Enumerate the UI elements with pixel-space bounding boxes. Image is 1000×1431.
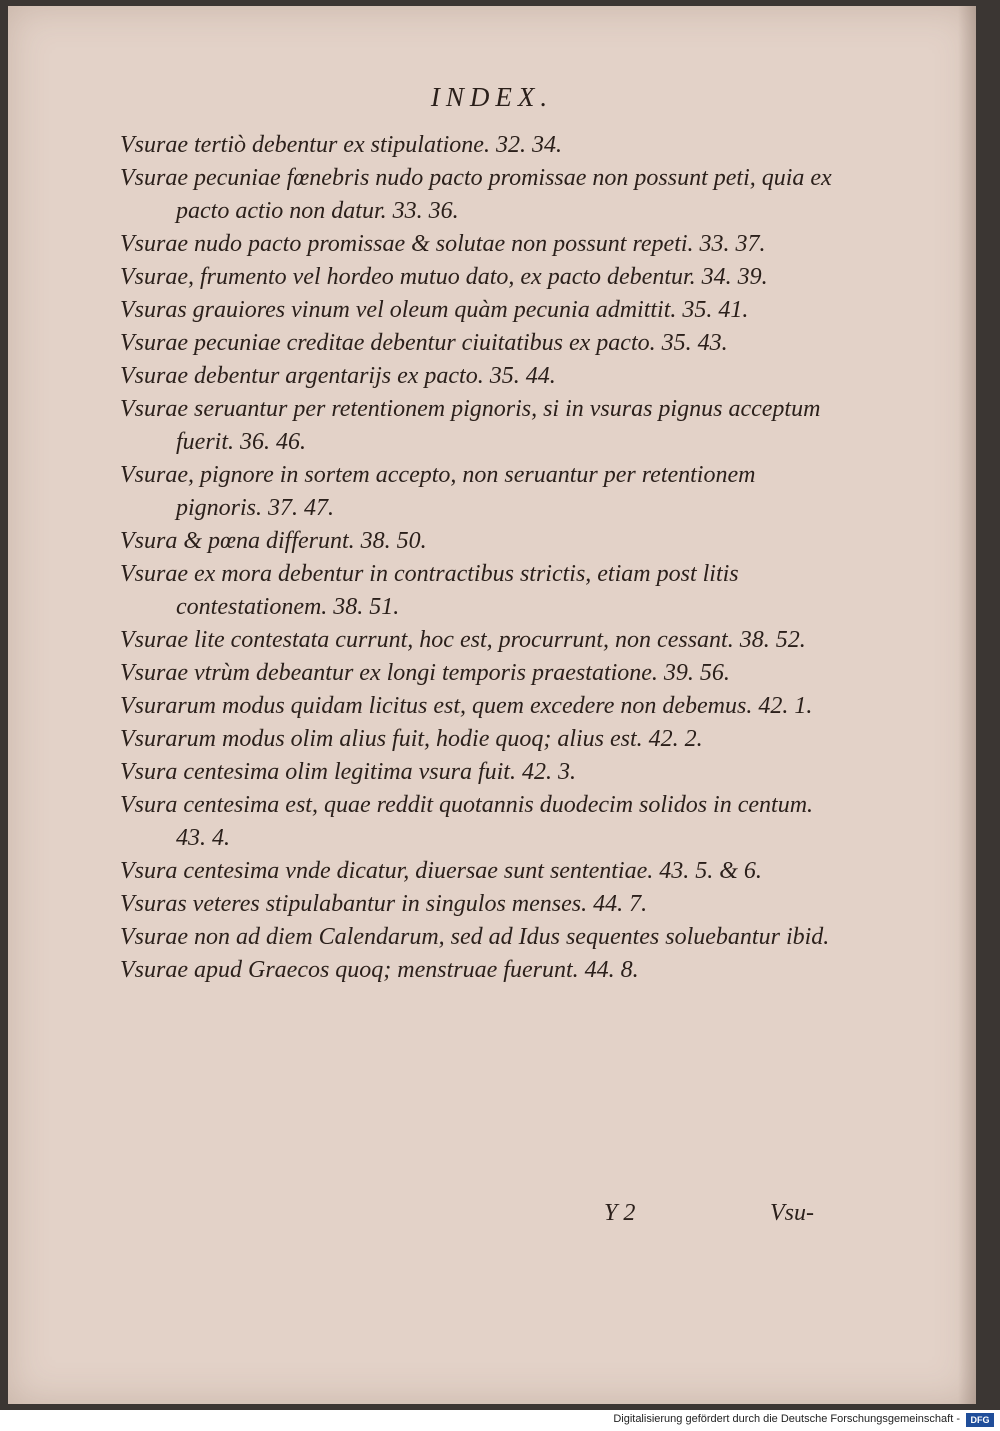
index-entry: Vsurae seruantur per retentionem pignoris, si in vsuras pignus acceptum fuerit. 36. 46. [120,396,821,455]
index-entry: Vsurarum modus olim alius fuit, hodie quoq; alius est. 42. 2. [120,726,703,752]
index-entry: Vsurae, frumento vel hordeo mutuo dato, ex pacto debentur. 34. 39. [120,264,768,290]
catchword: Vsu- [770,1200,814,1226]
index-entry: Vsurae tertiò debentur ex stipulatione. 32. 34. [120,132,562,158]
book-page [8,6,976,1404]
credit-bar [0,1410,1000,1431]
index-entry: Vsuras veteres stipulabantur in singulos menses. 44. 7. [120,891,648,917]
signature-mark: Y 2 [604,1200,636,1226]
index-entry: Vsurae lite contestata currunt, hoc est, procurrunt, non cessant. 38. 52. [120,627,806,653]
index-entry: Vsuras grauiores vinum vel oleum quàm pecunia admittit. 35. 41. [120,297,749,323]
dfg-logo-icon: DFG [966,1413,994,1427]
index-entry: Vsura centesima olim legitima vsura fuit. 42. 3. [120,759,576,785]
running-head: INDEX. [430,82,554,112]
index-entry: Vsurae pecuniae creditae debentur ciuitatibus ex pacto. 35. 43. [120,330,728,356]
index-entry: Vsurae, pignore in sortem accepto, non seruantur per retentionem pignoris. 37. 47. [120,462,756,521]
page-footer [8,1200,976,1234]
index-entry: Vsurae vtrùm debeantur ex longi temporis praestatione. 39. 56. [120,660,730,686]
index-entry: Vsurae debentur argentarijs ex pacto. 35. 44. [120,363,556,389]
index-entry: Vsurarum modus quidam licitus est, quem excedere non debemus. 42. 1. [120,693,813,719]
index-entry: Vsura & pœna differunt. 38. 50. [120,528,427,554]
index-entry: Vsura centesima vnde dicatur, diuersae sunt sententiae. 43. 5. & 6. [120,858,762,884]
index-entry: Vsurae pecuniae fœnebris nudo pacto promissae non possunt peti, quia ex pacto actio non datur. 33. 36. [120,165,832,224]
credit-text: Digitalisierung gefördert durch die Deutsche Forschungsgemeinschaft - [613,1413,960,1425]
index-entry: Vsurae ex mora debentur in contractibus strictis, etiam post litis contestationem. 38. 51. [120,561,739,620]
index-entry: Vsurae apud Graecos quoq; menstruae fuerunt. 44. 8. [120,957,639,983]
page-edge-shadow [958,6,976,1404]
index-entry: Vsura centesima est, quae reddit quotannis duodecim solidos in centum. 43. 4. [120,792,814,851]
index-entry-list [120,129,832,987]
index-entry: Vsurae nudo pacto promissae & solutae non possunt repeti. 33. 37. [120,231,766,257]
index-entry: Vsurae non ad diem Calendarum, sed ad Idus sequentes soluebantur ibid. [120,924,830,950]
